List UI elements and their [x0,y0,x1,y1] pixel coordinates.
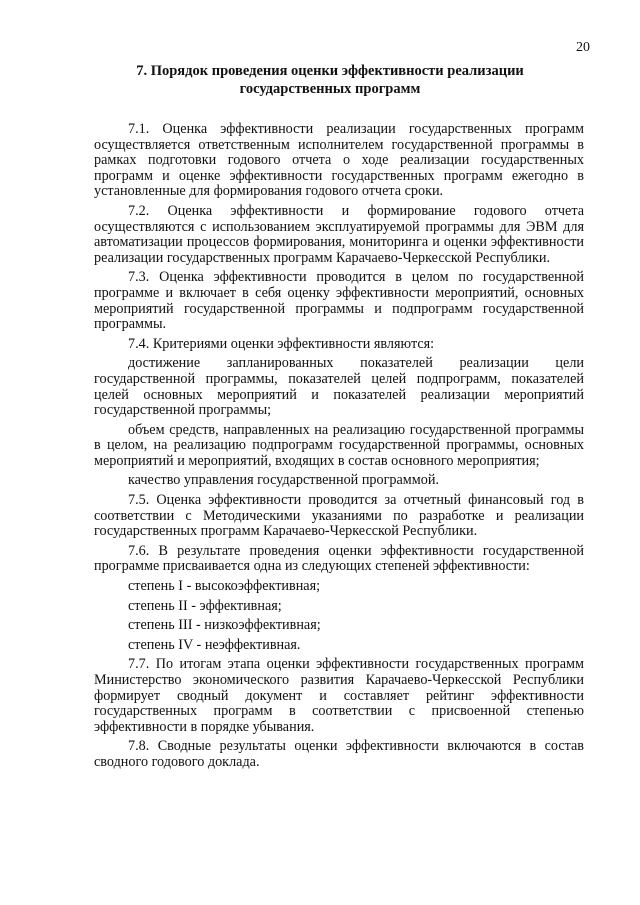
paragraph-7-3: 7.3. Оценка эффективности проводится в целом по государственной программе и включает в себя оценку эффективности мероприятий, основных мероприятий государственной программы и подпрограмм государственной программы. [94,269,584,333]
paragraph-7-1: 7.1. Оценка эффективности реализации государственных программ осуществляется ответственным исполнителем государственной программы в рамках подготовки годового отчета о ходе реализации государственных программ и оценке эффективности государственных программ ежегодно в установленные для формирования годового отчета сроки. [94,121,584,200]
degree-item: степень I - высокоэффективная; [128,578,321,595]
document-body [94,122,584,771]
criterion-3: качество управления государственной программой. [128,472,439,489]
paragraph-7-6: 7.6. В результате проведения оценки эффективности государственной программе присваивается одна из следующих степеней эффективности: [94,542,584,575]
paragraph-7-2: 7.2. Оценка эффективности и формирование годового отчета осуществляются с использованием эксплуатируемой программы для ЭВМ для автоматизации процессов формирования, мониторинга и оценки эффективности реализации государственных программ Карачаево-Черкесской Республики. [94,202,584,266]
paragraph-7-7: 7.7. По итогам этапа оценки эффективности государственных программ Министерство экономического развития Карачаево-Черкесской Республики формирует сводный документ и составляет рейтинг эффективности государственных программ в соответствии с присвоенной степенью эффективности в порядке убывания. [94,656,584,735]
section-title-line-2: государственных программ [239,81,421,97]
paragraph-7-4: 7.4. Критериями оценки эффективности являются: [128,335,435,352]
paragraph-7-5: 7.5. Оценка эффективности проводится за отчетный финансовый год в соответствии с Методическими указаниями по разработке и реализации государственных программ Карачаево-Черкесской Республики. [94,492,584,540]
criterion-1: достижение запланированных показателей реализации цели государственной программы, показателей целей подпрограмм, показателей целей основных мероприятий и показателей реализации мероприятий государственной программы; [94,355,584,419]
degree-item: степень IV - неэффективная. [128,636,301,653]
paragraph-7-8: 7.8. Сводные результаты оценки эффективности включаются в состав сводного годового доклада. [94,738,584,770]
section-title-line-1: 7. Порядок проведения оценки эффективности реализации [136,63,524,79]
degree-item: степень III - низкоэффективная; [128,617,321,634]
criterion-2: объем средств, направленных на реализацию государственной программы в целом, на реализацию подпрограмм государственной программы, основных мероприятий и мероприятий, входящих в состав основного мероприятия; [94,421,584,469]
page-number: 20 [576,40,590,55]
section-title [95,62,565,98]
degree-item: степень II - эффективная; [128,597,282,614]
